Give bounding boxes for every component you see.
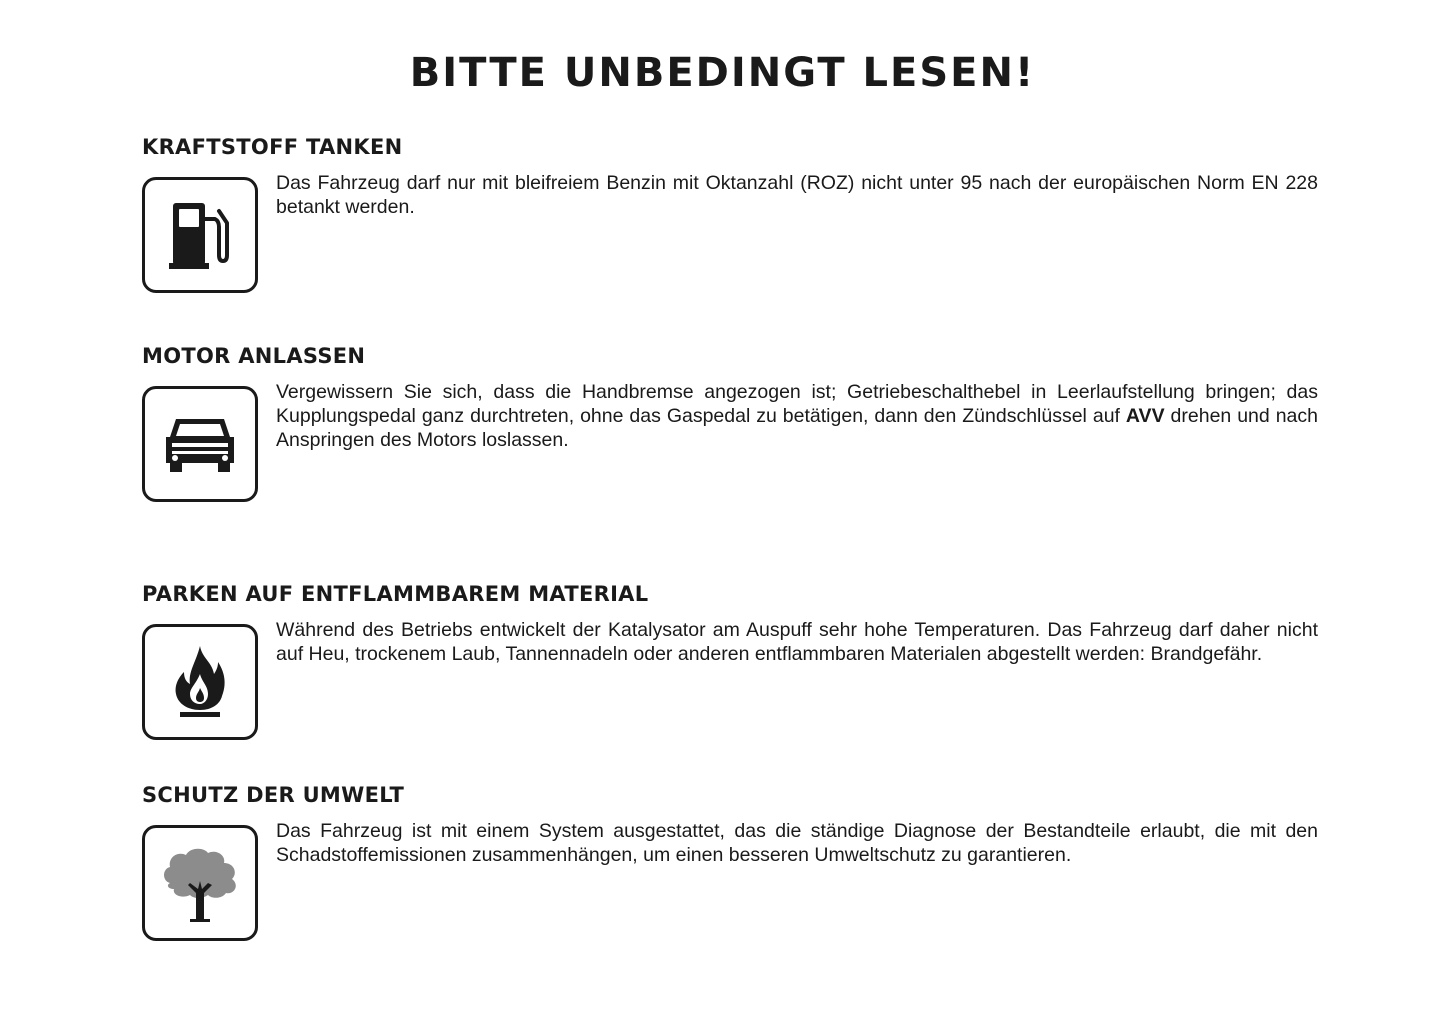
section-engine-start — [142, 344, 1318, 502]
key-position-avv: AVV — [1125, 405, 1165, 427]
tree-icon — [142, 825, 258, 941]
fuel-pump-icon — [142, 177, 258, 293]
section-flammable-parking — [142, 582, 1318, 740]
text-part: drehen und nach Anspringen des Motors loslassen. — [276, 405, 1318, 451]
section-heading-engine-start: MOTOR ANLASSEN — [142, 344, 366, 368]
section-fuel — [142, 135, 1318, 293]
flame-icon — [142, 624, 258, 740]
section-environment — [142, 783, 1318, 941]
section-heading-environment: SCHUTZ DER UMWELT — [142, 783, 405, 807]
text-part: Vergewissern Sie sich, dass die Handbremse angezogen ist; Getriebeschalthebel in Leerlaufstellung bringen; das Kupplungspedal ganz durchtreten, ohne das Gaspedal zu betätigen, dann den Zündschlüssel auf — [276, 381, 1318, 427]
section-text-environment: Das Fahrzeug ist mit einem System ausgestattet, das die ständige Diagnose der Bestandteile erlaubt, die mit den Schadstoffemissionen zusammenhängen, um einen besseren Umweltschutz zu garantieren. — [276, 820, 1318, 866]
page-title: BITTE UNBEDINGT LESEN! — [409, 50, 1036, 96]
section-text-fuel: Das Fahrzeug darf nur mit bleifreiem Benzin mit Oktanzahl (ROZ) nicht unter 95 nach der europäischen Norm EN 228 betankt werden. — [276, 172, 1318, 218]
section-heading-fuel: KRAFTSTOFF TANKEN — [142, 135, 403, 159]
section-text-flammable-parking: Während des Betriebs entwickelt der Katalysator am Auspuff sehr hohe Temperaturen. Das Fahrzeug darf daher nicht auf Heu, trockenem Laub, Tannennadeln oder anderen entflammbaren Materialen abgestellt werden: Brandgefähr. — [276, 619, 1318, 665]
car-front-icon — [142, 386, 258, 502]
section-text-engine-start — [276, 380, 1318, 452]
section-heading-flammable-parking: PARKEN AUF ENTFLAMMBAREM MATERIAL — [142, 582, 649, 606]
